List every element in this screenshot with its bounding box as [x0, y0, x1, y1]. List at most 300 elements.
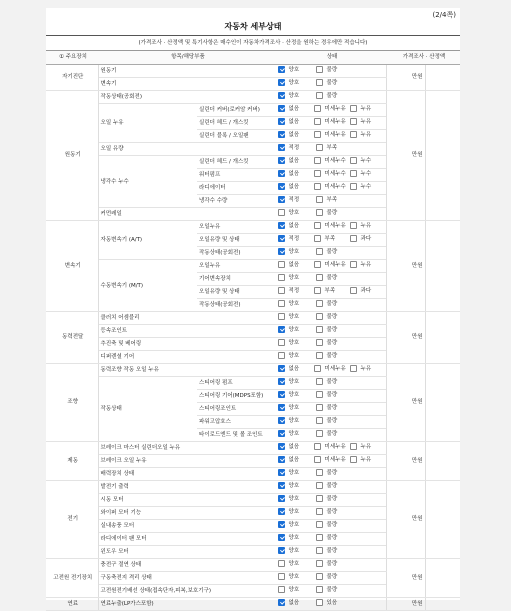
state-option[interactable] [316, 208, 354, 220]
checked-checkbox[interactable] [278, 66, 285, 73]
state-option-label: 양호 [288, 535, 300, 541]
state-cell [276, 533, 386, 546]
checked-checkbox[interactable] [278, 118, 285, 125]
unchecked-checkbox[interactable] [316, 573, 323, 580]
state-option[interactable] [316, 468, 354, 480]
state-option[interactable] [278, 65, 316, 77]
state-option-label: 부족 [324, 236, 336, 242]
state-option[interactable] [278, 117, 314, 129]
unchecked-checkbox[interactable] [278, 274, 285, 281]
state-option-label: 불량 [326, 496, 338, 502]
unchecked-checkbox[interactable] [350, 235, 357, 242]
unchecked-checkbox[interactable] [316, 313, 323, 320]
unchecked-checkbox[interactable] [314, 261, 321, 268]
unchecked-checkbox[interactable] [278, 287, 285, 294]
item-name: 변속기 [98, 78, 276, 91]
state-option[interactable] [278, 325, 316, 337]
unchecked-checkbox[interactable] [314, 157, 321, 164]
state-option-label: 부족 [326, 197, 338, 203]
state-option[interactable] [278, 338, 316, 350]
state-option[interactable] [316, 299, 354, 311]
state-cell [276, 377, 386, 390]
state-option[interactable] [316, 247, 354, 259]
unchecked-checkbox[interactable] [316, 339, 323, 346]
price-cell: 만원 [386, 312, 425, 364]
state-option[interactable] [350, 455, 386, 467]
checked-checkbox[interactable] [278, 235, 285, 242]
part-name: 타이로드엔드 및 볼 조인트 [197, 429, 276, 442]
state-option-label: 과다 [360, 236, 372, 242]
unchecked-checkbox[interactable] [350, 131, 357, 138]
item-name: 윈도우 모터 [98, 546, 276, 559]
state-option-label: 미세누수 [324, 158, 346, 164]
unchecked-checkbox[interactable] [278, 573, 285, 580]
unchecked-checkbox[interactable] [314, 456, 321, 463]
state-option[interactable] [314, 260, 350, 272]
state-option[interactable] [316, 520, 354, 532]
unchecked-checkbox[interactable] [316, 300, 323, 307]
unchecked-checkbox[interactable] [314, 105, 321, 112]
state-option[interactable] [278, 481, 316, 493]
unchecked-checkbox[interactable] [350, 170, 357, 177]
state-option-label: 없음 [288, 262, 300, 268]
unchecked-checkbox[interactable] [314, 287, 321, 294]
state-option[interactable] [316, 572, 354, 584]
state-option[interactable] [316, 390, 354, 402]
unchecked-checkbox[interactable] [278, 209, 285, 216]
unchecked-checkbox[interactable] [316, 599, 323, 606]
item-name: 실내송풍 모터 [98, 520, 276, 533]
checked-checkbox[interactable] [278, 378, 285, 385]
unchecked-checkbox[interactable] [316, 430, 323, 437]
state-cell [276, 403, 386, 416]
state-option[interactable] [350, 104, 386, 116]
state-option[interactable] [316, 416, 354, 428]
checked-checkbox[interactable] [278, 365, 285, 372]
device-category: 전기 [46, 481, 98, 559]
unchecked-checkbox[interactable] [350, 443, 357, 450]
state-option-label: 없음 [288, 132, 300, 138]
unchecked-checkbox[interactable] [316, 196, 323, 203]
state-option[interactable] [278, 260, 314, 272]
state-option-label: 양호 [288, 561, 300, 567]
unchecked-checkbox[interactable] [316, 352, 323, 359]
state-option[interactable] [314, 455, 350, 467]
state-option-label: 불량 [326, 392, 338, 398]
checked-checkbox[interactable] [278, 248, 285, 255]
checked-checkbox[interactable] [278, 417, 285, 424]
item-name: 라디에이터 팬 모터 [98, 533, 276, 546]
state-option[interactable] [316, 429, 354, 441]
unchecked-checkbox[interactable] [316, 534, 323, 541]
state-option-label: 없음 [288, 171, 300, 177]
unchecked-checkbox[interactable] [350, 365, 357, 372]
state-option[interactable] [278, 533, 316, 545]
unchecked-checkbox[interactable] [316, 586, 323, 593]
state-option[interactable] [316, 351, 354, 363]
state-option[interactable] [350, 260, 386, 272]
state-cell [276, 494, 386, 507]
state-option-label: 양호 [288, 574, 300, 580]
state-option[interactable] [278, 156, 314, 168]
state-option[interactable] [316, 312, 354, 324]
state-option-label: 불량 [326, 509, 338, 515]
state-option[interactable] [350, 130, 386, 142]
state-option[interactable] [314, 234, 350, 246]
checked-checkbox[interactable] [278, 482, 285, 489]
unchecked-checkbox[interactable] [314, 118, 321, 125]
state-option[interactable] [278, 104, 314, 116]
state-cell [276, 598, 386, 611]
unchecked-checkbox[interactable] [314, 443, 321, 450]
state-option-label: 적정 [288, 236, 300, 242]
item-name: 연료누출(LP가스포함) [98, 598, 276, 611]
state-option[interactable] [350, 286, 386, 298]
state-cell [276, 78, 386, 91]
price-extra-cell [425, 312, 460, 364]
device-category: 제동 [46, 442, 98, 481]
state-option[interactable] [350, 234, 386, 246]
item-name: 고전원전기배선 상태(접속단자,피복,보호기구) [98, 585, 276, 598]
state-option-label: 불량 [326, 353, 338, 359]
state-option[interactable] [278, 312, 316, 324]
checked-checkbox[interactable] [278, 170, 285, 177]
state-option[interactable] [314, 117, 350, 129]
unchecked-checkbox[interactable] [314, 131, 321, 138]
state-option[interactable] [316, 377, 354, 389]
state-cell [276, 286, 386, 299]
unchecked-checkbox[interactable] [316, 508, 323, 515]
state-cell [276, 130, 386, 143]
state-option[interactable] [278, 130, 314, 142]
state-option-label: 누유 [360, 119, 372, 125]
state-option[interactable] [278, 572, 316, 584]
checked-checkbox[interactable] [278, 326, 285, 333]
checked-checkbox[interactable] [278, 495, 285, 502]
part-name: 스티어링조인트 [197, 403, 276, 416]
state-option[interactable] [278, 494, 316, 506]
state-option[interactable] [350, 117, 386, 129]
state-option-label: 부족 [326, 145, 338, 151]
state-option-label: 누유 [360, 106, 372, 112]
state-cell [276, 117, 386, 130]
unchecked-checkbox[interactable] [316, 92, 323, 99]
state-option-label: 양호 [288, 496, 300, 502]
checked-checkbox[interactable] [278, 92, 285, 99]
state-cell [276, 338, 386, 351]
state-option-label: 불량 [326, 327, 338, 333]
checked-checkbox[interactable] [278, 456, 285, 463]
state-option[interactable] [350, 182, 386, 194]
device-category: 고전원 전기장치 [46, 559, 98, 598]
checked-checkbox[interactable] [278, 391, 285, 398]
state-option-label: 누유 [360, 132, 372, 138]
unchecked-checkbox[interactable] [316, 521, 323, 528]
unchecked-checkbox[interactable] [314, 222, 321, 229]
unchecked-checkbox[interactable] [278, 300, 285, 307]
state-option[interactable] [278, 390, 316, 402]
unchecked-checkbox[interactable] [350, 157, 357, 164]
state-option[interactable] [316, 533, 354, 545]
state-cell [276, 325, 386, 338]
part-name: 작동상태(공회전) [197, 299, 276, 312]
state-cell [276, 65, 386, 78]
unchecked-checkbox[interactable] [316, 547, 323, 554]
state-option[interactable] [316, 494, 354, 506]
state-cell [276, 182, 386, 195]
state-cell [276, 299, 386, 312]
unchecked-checkbox[interactable] [350, 105, 357, 112]
state-option-label: 양호 [288, 67, 300, 73]
state-cell [276, 572, 386, 585]
state-cell [276, 468, 386, 481]
document-page [46, 8, 460, 607]
state-option[interactable] [278, 91, 316, 103]
state-option-label: 미세누수 [324, 184, 346, 190]
state-option-label: 적정 [288, 288, 300, 294]
unchecked-checkbox[interactable] [314, 235, 321, 242]
state-option[interactable] [314, 182, 350, 194]
checked-checkbox[interactable] [278, 534, 285, 541]
state-option[interactable] [314, 130, 350, 142]
price-extra-cell [425, 442, 460, 481]
unchecked-checkbox[interactable] [350, 222, 357, 229]
checked-checkbox[interactable] [278, 443, 285, 450]
state-option[interactable] [316, 338, 354, 350]
unchecked-checkbox[interactable] [316, 248, 323, 255]
unchecked-checkbox[interactable] [316, 482, 323, 489]
state-option[interactable] [278, 221, 314, 233]
part-name: 작동상태(공회전) [197, 247, 276, 260]
state-option-label: 불량 [326, 80, 338, 86]
price-cell: 만원 [386, 364, 425, 442]
unchecked-checkbox[interactable] [314, 170, 321, 177]
device-category: 변속기 [46, 221, 98, 312]
state-option-label: 불량 [326, 548, 338, 554]
checked-checkbox[interactable] [278, 79, 285, 86]
state-option-label: 누수 [360, 184, 372, 190]
state-option[interactable] [316, 195, 354, 207]
unchecked-checkbox[interactable] [316, 495, 323, 502]
unchecked-checkbox[interactable] [316, 326, 323, 333]
unchecked-checkbox[interactable] [278, 586, 285, 593]
state-cell [276, 260, 386, 273]
part-name: 스티어링 기어(MDPS포함) [197, 390, 276, 403]
price-cell: 만원 [386, 481, 425, 559]
header-state: 상태 [276, 51, 386, 65]
price-cell: 만원 [386, 221, 425, 312]
state-option-label: 불량 [326, 67, 338, 73]
unchecked-checkbox[interactable] [314, 365, 321, 372]
unchecked-checkbox[interactable] [278, 560, 285, 567]
state-option[interactable] [314, 169, 350, 181]
checked-checkbox[interactable] [278, 469, 285, 476]
state-option[interactable] [278, 143, 316, 155]
state-option[interactable] [278, 169, 314, 181]
unchecked-checkbox[interactable] [316, 417, 323, 424]
unchecked-checkbox[interactable] [316, 391, 323, 398]
state-option-label: 누수 [360, 171, 372, 177]
part-name: 기어변속장치 [197, 273, 276, 286]
checked-checkbox[interactable] [278, 196, 285, 203]
unchecked-checkbox[interactable] [316, 144, 323, 151]
state-option[interactable] [278, 546, 316, 558]
state-option-label: 있음 [326, 600, 338, 606]
checked-checkbox[interactable] [278, 131, 285, 138]
state-option[interactable] [316, 91, 354, 103]
state-option-label: 양호 [288, 327, 300, 333]
state-option[interactable] [278, 377, 316, 389]
state-option[interactable] [278, 351, 316, 363]
unchecked-checkbox[interactable] [316, 469, 323, 476]
checked-checkbox[interactable] [278, 547, 285, 554]
state-option[interactable] [314, 221, 350, 233]
unchecked-checkbox[interactable] [350, 183, 357, 190]
state-cell [276, 442, 386, 455]
state-option[interactable] [314, 286, 350, 298]
unchecked-checkbox[interactable] [278, 352, 285, 359]
state-option[interactable] [278, 182, 314, 194]
state-cell [276, 91, 386, 104]
unchecked-checkbox[interactable] [316, 378, 323, 385]
state-option[interactable] [278, 208, 316, 220]
unchecked-checkbox[interactable] [350, 261, 357, 268]
state-option[interactable] [278, 234, 314, 246]
part-name: 워터펌프 [197, 169, 276, 182]
unchecked-checkbox[interactable] [278, 261, 285, 268]
unchecked-checkbox[interactable] [278, 313, 285, 320]
price-cell: 만원 [386, 442, 425, 481]
state-option[interactable] [278, 299, 316, 311]
unchecked-checkbox[interactable] [316, 209, 323, 216]
state-option[interactable] [316, 403, 354, 415]
state-option[interactable] [278, 416, 316, 428]
state-option[interactable] [278, 247, 316, 259]
part-name: 스티어링 펌프 [197, 377, 276, 390]
state-option-label: 없음 [288, 184, 300, 190]
state-option[interactable] [278, 468, 316, 480]
state-option[interactable] [278, 585, 316, 597]
state-cell [276, 234, 386, 247]
state-option[interactable] [278, 403, 316, 415]
state-option[interactable] [316, 65, 354, 77]
state-option[interactable] [316, 481, 354, 493]
state-option[interactable] [278, 78, 316, 90]
state-option-label: 양호 [288, 392, 300, 398]
unchecked-checkbox[interactable] [314, 183, 321, 190]
price-cell: 만원 [386, 559, 425, 598]
checked-checkbox[interactable] [278, 222, 285, 229]
state-option[interactable] [316, 273, 354, 285]
item-name: 브레이크 오일 누유 [98, 455, 276, 468]
state-option-label: 누유 [360, 223, 372, 229]
state-cell [276, 273, 386, 286]
table-row [46, 559, 460, 572]
part-name: 실린더 헤드 / 개스킷 [197, 156, 276, 169]
state-option[interactable] [316, 507, 354, 519]
checked-checkbox[interactable] [278, 430, 285, 437]
state-option[interactable] [278, 559, 316, 571]
state-option[interactable] [278, 507, 316, 519]
state-option[interactable] [316, 585, 354, 597]
state-option[interactable] [316, 559, 354, 571]
unchecked-checkbox[interactable] [350, 287, 357, 294]
price-cell: 만원 [386, 65, 425, 91]
state-option[interactable] [278, 273, 316, 285]
state-cell [276, 364, 386, 377]
state-option[interactable] [316, 546, 354, 558]
checked-checkbox[interactable] [278, 105, 285, 112]
state-option-label: 없음 [288, 223, 300, 229]
state-option[interactable] [278, 442, 314, 454]
state-option[interactable] [314, 104, 350, 116]
state-cell [276, 546, 386, 559]
state-option[interactable] [350, 442, 386, 454]
state-option[interactable] [350, 364, 386, 376]
checked-checkbox[interactable] [278, 183, 285, 190]
state-option-label: 불량 [326, 522, 338, 528]
state-option[interactable] [278, 455, 314, 467]
state-option-label: 양호 [288, 80, 300, 86]
state-option-label: 누수 [360, 158, 372, 164]
header-price: 가격조사 · 산정액 [386, 51, 460, 65]
part-name: 오일유량 및 상태 [197, 234, 276, 247]
state-option[interactable] [350, 221, 386, 233]
device-category: 조향 [46, 364, 98, 442]
unchecked-checkbox[interactable] [316, 274, 323, 281]
state-option[interactable] [350, 169, 386, 181]
header-device: ① 주요장치 [46, 51, 98, 65]
state-option[interactable] [278, 520, 316, 532]
unchecked-checkbox[interactable] [278, 339, 285, 346]
item-name: 오일 누유 [98, 104, 197, 143]
state-option[interactable] [278, 429, 316, 441]
state-option-label: 없음 [288, 106, 300, 112]
state-option[interactable] [278, 195, 316, 207]
state-option[interactable] [278, 364, 314, 376]
unchecked-checkbox[interactable] [350, 456, 357, 463]
state-option[interactable] [316, 78, 354, 90]
checked-checkbox[interactable] [278, 599, 285, 606]
table-header-row [46, 51, 460, 65]
checked-checkbox[interactable] [278, 144, 285, 151]
item-name: 등속조인트 [98, 325, 276, 338]
state-option[interactable] [316, 143, 354, 155]
checked-checkbox[interactable] [278, 521, 285, 528]
state-option-label: 없음 [288, 600, 300, 606]
state-option[interactable] [278, 286, 314, 298]
state-option[interactable] [314, 364, 350, 376]
checked-checkbox[interactable] [278, 404, 285, 411]
unchecked-checkbox[interactable] [316, 79, 323, 86]
unchecked-checkbox[interactable] [316, 66, 323, 73]
state-option-label: 미세누수 [324, 171, 346, 177]
state-cell [276, 195, 386, 208]
item-name: 발전기 출력 [98, 481, 276, 494]
state-cell [276, 559, 386, 572]
state-option[interactable] [316, 325, 354, 337]
unchecked-checkbox[interactable] [316, 560, 323, 567]
state-option[interactable] [314, 442, 350, 454]
state-option[interactable] [350, 156, 386, 168]
checked-checkbox[interactable] [278, 157, 285, 164]
state-option-label: 불량 [326, 431, 338, 437]
unchecked-checkbox[interactable] [350, 118, 357, 125]
unchecked-checkbox[interactable] [316, 404, 323, 411]
state-option[interactable] [314, 156, 350, 168]
state-option-label: 없음 [288, 119, 300, 125]
checked-checkbox[interactable] [278, 508, 285, 515]
